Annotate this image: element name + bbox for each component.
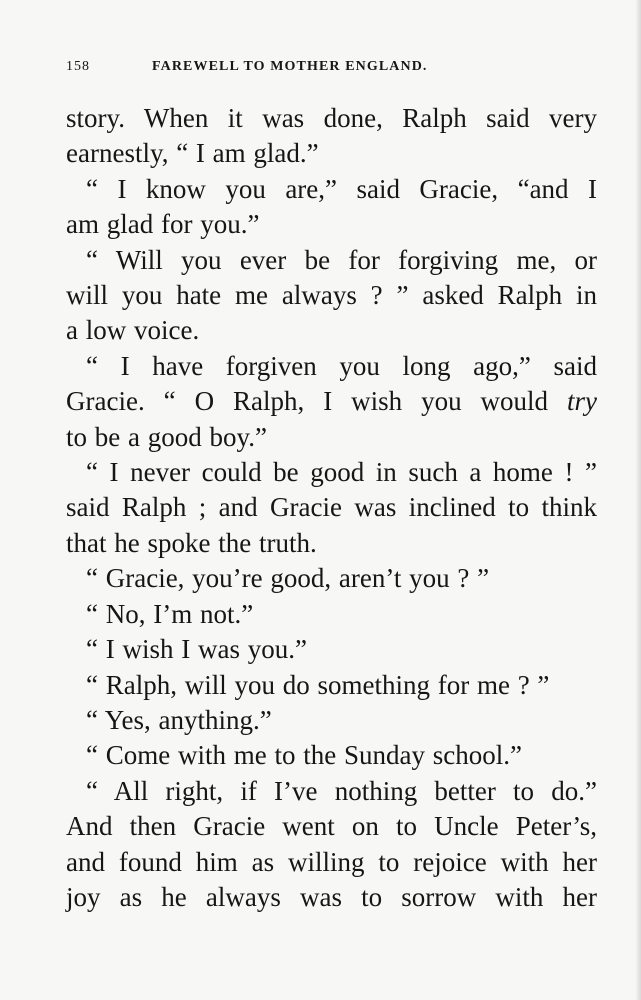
- text-line-content: Gracie. “ O Ralph, I wish you would: [66, 386, 567, 417]
- text-line: [66, 845, 597, 880]
- text-line-content: “ Will you ever be for forgiving me, or: [86, 244, 597, 275]
- text-line-content: a low voice.: [66, 315, 200, 346]
- text-line-content: “ Yes, anything.”: [86, 704, 272, 735]
- text-line: [66, 774, 597, 809]
- text-line-content: said Ralph ; and Gracie was inclined to think: [66, 492, 597, 523]
- text-line-content: “ All right, if I’ve nothing better to do.”: [86, 775, 597, 806]
- text-line-content: “ Ralph, will you do something for me ? ”: [86, 669, 550, 700]
- page-number: 158: [66, 59, 90, 74]
- text-line: [66, 597, 597, 632]
- text-line-content: “ Come with me to the Sunday school.”: [86, 740, 522, 771]
- text-line-content: earnestly, “ I am glad.”: [66, 138, 319, 169]
- text-line-content: “ I know you are,” said Gracie, “and I: [86, 173, 597, 204]
- text-line: [66, 349, 597, 384]
- text-line-content: that he spoke the truth.: [66, 527, 317, 558]
- text-line-content: “ I never could be good in such a home ! ”: [86, 457, 597, 488]
- page-edge-shadow: [635, 0, 641, 1000]
- text-line: [66, 207, 597, 242]
- text-line: [66, 738, 597, 773]
- text-line: [66, 809, 597, 844]
- text-line-content: and found him as willing to rejoice with her: [66, 846, 597, 877]
- text-line: [66, 668, 597, 703]
- text-line: [66, 561, 597, 596]
- text-line-content: joy as he always was to sorrow with her: [66, 881, 597, 912]
- text-line: [66, 880, 597, 915]
- page-header: [66, 59, 596, 83]
- text-line: [66, 703, 597, 738]
- text-line-content: “ I have forgiven you long ago,” said: [86, 350, 597, 381]
- text-line: [66, 420, 597, 455]
- text-line-content: “ Gracie, you’re good, aren’t you ? ”: [86, 563, 490, 594]
- text-line-content: will you hate me always ? ” asked Ralph in: [66, 280, 597, 311]
- text-line: [66, 455, 597, 490]
- text-line: [66, 172, 597, 207]
- text-line-content: And then Gracie went on to Uncle Peter’s,: [66, 811, 597, 842]
- text-line: [66, 101, 597, 136]
- italic-emphasis: try: [567, 386, 597, 417]
- text-line-content: “ No, I’m not.”: [86, 598, 254, 629]
- body-text: [66, 101, 597, 915]
- text-line-content: story. When it was done, Ralph said very: [66, 103, 597, 133]
- text-line: [66, 632, 597, 667]
- text-line: [66, 526, 597, 561]
- text-line: [66, 313, 597, 348]
- text-line-content: “ I wish I was you.”: [86, 634, 307, 665]
- text-line: [66, 136, 597, 171]
- running-head: FAREWELL TO MOTHER ENGLAND.: [152, 59, 428, 74]
- text-line-content: am glad for you.”: [66, 209, 260, 240]
- text-line: [66, 490, 597, 525]
- text-line-content: to be a good boy.”: [66, 421, 267, 452]
- text-line: [66, 278, 597, 313]
- text-line: [66, 384, 597, 419]
- text-line: [66, 243, 597, 278]
